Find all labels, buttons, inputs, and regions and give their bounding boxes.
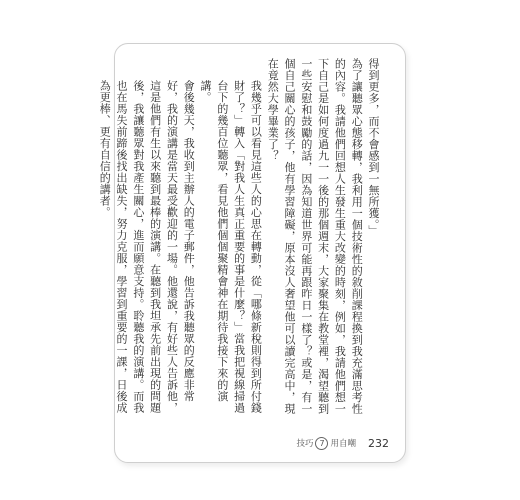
page-number: 232: [368, 437, 389, 450]
body-text: [98, 58, 381, 418]
chapter-label: [296, 437, 356, 450]
chapter-title: 用自嘲: [330, 439, 356, 449]
paragraph-1: 得到更多，而不會感到一無所獲。」: [367, 58, 380, 237]
page-footer: [296, 437, 389, 450]
paragraph-3: 我幾乎可以看見這些人的心思在轉動，從「哪條新稅則得到所付錢財了？」轉入「對我人生真正重要的事是什麼？」當我把視線掃過台下的幾百位聽眾，看見他們個個聚精會神在期待我接下來的演講。: [199, 80, 263, 414]
book-page: [98, 43, 406, 463]
paragraph-2: 為了讓聽眾心態移轉，我利用一個技術性的敘削課程換到我充滿思考性的內容。我請他們回想人生發生重大改變的時刻，例如，我請他們想一下自己是如何度過九一一後的那個週末，大家聚集在教堂裡，渴望聽到一些安慰和鼓勵的話，因為知道世界可能再跟昨日一樣了？或是，有一個自己關心的孩子，他有學習障礙，原本沒人奢望他可以讀完高中，現在竟然大學畢業了？: [266, 58, 364, 415]
paragraph-4: 會後幾天，我收到主辦人的電子郵件，他告訴我聽眾的反應非常好，我的演講是當天最受歡迎的一場。他還說，有好些人告訴他，這是他們有生以來聽到最棒的演講。在聽到我坦承先前出現的問題後，我讓聽眾對我產生關心，進而願意支持。聆聽我的演講。而我也在馬失前蹄後找出缺失，努力克服，學習到重要的一課，日後成為更棒、更有自信的講者。: [98, 80, 196, 414]
chapter-prefix: 技巧: [296, 439, 314, 449]
chapter-number-badge: 7: [315, 437, 328, 450]
